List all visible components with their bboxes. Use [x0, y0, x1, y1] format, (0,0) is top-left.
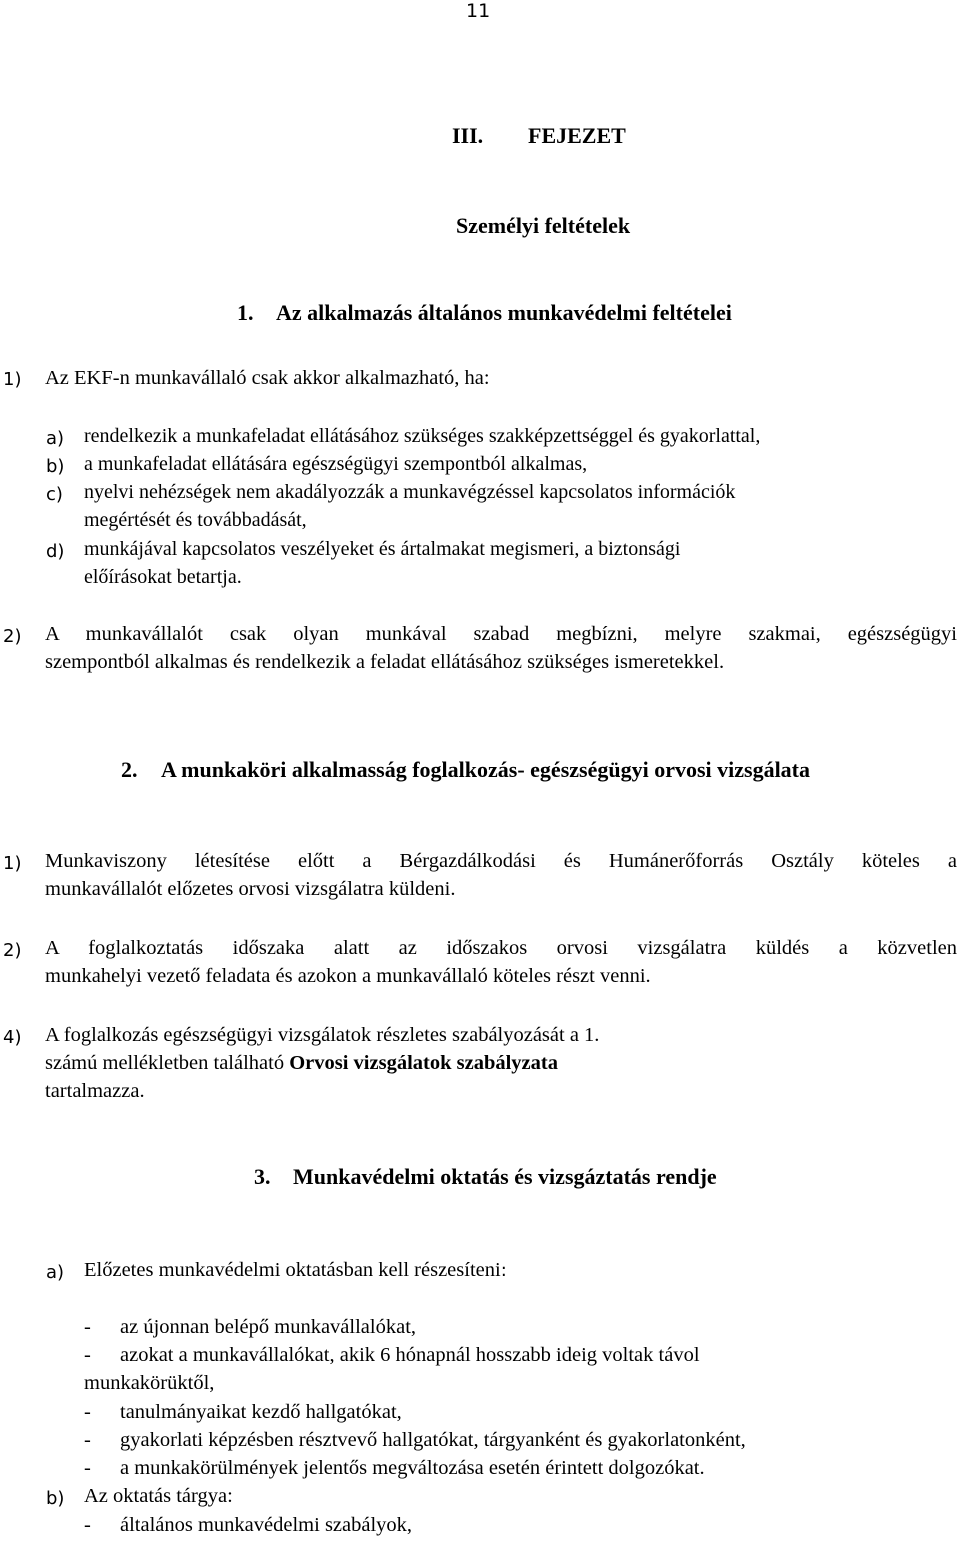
section-3-a-text [84, 1259, 507, 1282]
section-3-number: 3. [254, 1164, 271, 1189]
section-2-p2-line-2: munkahelyi vezető feladata és azokon a munkavállaló köteles részt venni. [45, 965, 651, 987]
chapter-number: III. [452, 123, 484, 148]
section-2-number: 2. [121, 757, 138, 782]
chapter-subtitle: Személyi feltételek [456, 213, 631, 238]
dash-item-2-line-2: munkakörüktől, [84, 1372, 215, 1394]
list-marker-b: b) [46, 456, 65, 477]
section-3-b-marker: b) [46, 1488, 65, 1509]
list-item-b-line-1: a munkafeladat ellátására egészségügyi szempontból alkalmas, [84, 453, 588, 475]
section-2-p4-line-3: tartalmazza. [45, 1080, 145, 1102]
section-1-p2-line-1: A munkavállalót csak olyan munkával szabad megbízni, melyre szakmai, egészségügyi [45, 623, 957, 645]
list-item-c-line-2: megértését és továbbadását, [84, 509, 307, 531]
section-2-p4-line-1: A foglalkozás egészségügyi vizsgálatok részletes szabályozását a 1. [45, 1024, 600, 1046]
section-2-p4-line-2 [45, 1052, 558, 1075]
section-3-title: Munkavédelmi oktatás és vizsgáztatás rendje [293, 1164, 717, 1189]
section-3-a-marker: a) [46, 1262, 65, 1283]
section-2-p1-line-1: Munkaviszony létesítése előtt a Bérgazdálkodási és Humánerőforrás Osztály köteles a [45, 850, 957, 872]
dash-item-3: tanulmányaikat kezdő hallgatókat, [120, 1401, 402, 1423]
list-marker-c: c) [46, 484, 63, 505]
section-2-p4-line-2-prefix: számú mellékletben található [45, 1052, 290, 1074]
rules-document-title: Orvosi vizsgálatok szabályzata [289, 1052, 558, 1074]
section-2-title: A munkaköri alkalmasság foglalkozás- egészségügyi orvosi vizsgálata [161, 757, 811, 782]
section-2-p1-line-2: munkavállalót előzetes orvosi vizsgálatra küldeni. [45, 878, 456, 900]
dash-item-2-line-1: azokat a munkavállalókat, akik 6 hónapnál hosszabb ideig voltak távol [120, 1344, 700, 1366]
section-2-p2-line-1: A foglalkoztatás időszaka alatt az időszakos orvosi vizsgálatra küldés a közvetlen [45, 937, 957, 959]
dash-marker-2: - [84, 1344, 91, 1366]
section-2-p2-marker: 2) [3, 940, 22, 961]
list-item-a-line-1: rendelkezik a munkafeladat ellátásához szükséges szakképzettséggel és gyakorlattal, [84, 425, 761, 447]
list-item-d-line-2: előírásokat betartja. [84, 566, 242, 588]
list-item-c-line-1: nyelvi nehézségek nem akadályozzák a munkavégzéssel kapcsolatos információk [84, 481, 736, 503]
page-number: 11 [466, 0, 491, 22]
section-2-p4-marker: 4) [3, 1027, 22, 1048]
list-item-d-line-1: munkájával kapcsolatos veszélyeket és ártalmakat megismeri, a biztonsági [84, 538, 681, 560]
chapter-title: FEJEZET [528, 123, 626, 148]
dash-item-5: a munkakörülmények jelentős megváltozása esetén érintett dolgozókat. [120, 1457, 705, 1479]
dash-marker-5: - [84, 1457, 91, 1479]
list-marker-a: a) [46, 428, 65, 449]
section-1-title: Az alkalmazás általános munkavédelmi feltételei [276, 300, 732, 325]
dash-marker-4: - [84, 1429, 91, 1451]
b-dash-marker-1: - [84, 1514, 91, 1536]
dash-marker-1: - [84, 1316, 91, 1338]
dash-item-4: gyakorlati képzésben résztvevő hallgatókat, tárgyanként és gyakorlatonként, [120, 1429, 746, 1451]
section-1-p2-line-2: szempontból alkalmas és rendelkezik a feladat ellátásához szükséges ismeretekkel. [45, 651, 725, 673]
b-dash-item-1: általános munkavédelmi szabályok, [120, 1514, 413, 1536]
list-marker-d: d) [46, 541, 65, 562]
dash-item-1: az újonnan belépő munkavállalókat, [120, 1316, 417, 1338]
section-1-p1-marker: 1) [3, 369, 22, 390]
section-1-p1-text: Az EKF-n munkavállaló csak akkor alkalmazható, ha: [45, 367, 490, 389]
section-2-p1-marker: 1) [3, 853, 22, 874]
section-1-p2-marker: 2) [3, 626, 22, 647]
dash-marker-3: - [84, 1401, 91, 1423]
section-1-number: 1. [237, 300, 254, 325]
section-3-a-colon: : [500, 1260, 507, 1281]
section-3-b-text: Az oktatás tárgya: [84, 1485, 233, 1507]
section-3-a-label: Előzetes munkavédelmi oktatásban kell részesíteni [84, 1259, 501, 1281]
